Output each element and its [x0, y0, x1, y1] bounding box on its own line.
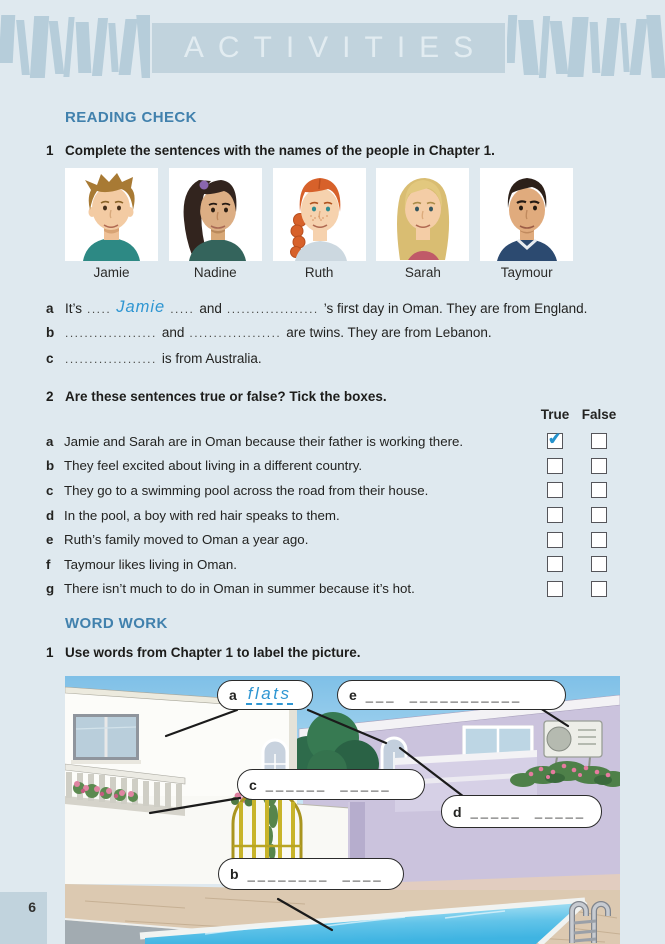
portrait-sarah [376, 168, 469, 261]
blank-dots[interactable]: ................... [65, 352, 157, 366]
page-number: 6 [28, 899, 36, 915]
label-e-letter: e [349, 687, 357, 703]
portraits-row [65, 168, 573, 261]
sentence-a-pre: It’s [65, 301, 83, 316]
exercise1-number: 1 [46, 143, 54, 158]
sentence-c-post: is from Australia. [161, 351, 262, 366]
tick-mark: ✔ [547, 430, 563, 449]
checkbox-false-a[interactable] [591, 433, 607, 449]
portrait-ruth [273, 168, 366, 261]
picture-label-b[interactable] [218, 858, 404, 890]
checkbox-false-g[interactable] [591, 581, 607, 597]
tf-row-f: f Taymour likes living in Oman. [46, 552, 621, 577]
header-band [0, 15, 665, 79]
true-false-rows [46, 429, 621, 601]
checkbox-false-f[interactable] [591, 556, 607, 572]
tf-row-e: e Ruth’s family moved to Oman a year ago. [46, 527, 621, 552]
sentence-b [46, 325, 621, 351]
statement-a: Jamie and Sarah are in Oman because their father is working there. [64, 433, 464, 449]
checkbox-false-b[interactable] [591, 458, 607, 474]
portrait-taymour [480, 168, 573, 261]
checkbox-true-c[interactable] [547, 482, 563, 498]
nadine-illustration [169, 168, 262, 261]
labeling-picture [65, 676, 620, 944]
blank-dots[interactable]: ................... [189, 326, 282, 340]
statement-f: Taymour likes living in Oman. [64, 556, 237, 572]
checkbox-false-c[interactable] [591, 482, 607, 498]
tf-row-c: c They go to a swimming pool across the road from their house. [46, 478, 621, 503]
sentence-a [46, 299, 621, 325]
picture-label-e[interactable] [337, 680, 566, 710]
portrait-nadine [169, 168, 262, 261]
checkbox-false-e[interactable] [591, 532, 607, 548]
tf-row-a: a Jamie and Sarah are in Oman because their father is working there. ✔ [46, 429, 621, 454]
label-a-letter: a [229, 687, 237, 703]
sentence-b-mid: and [161, 325, 185, 340]
label-c-letter: c [249, 776, 257, 793]
activities-title-box [152, 23, 505, 73]
header-stripes-left [0, 15, 150, 79]
word-work-ex1-instruction: Use words from Chapter 1 to label the picture. [65, 645, 361, 660]
checkbox-true-a[interactable] [547, 430, 563, 449]
blank-dots[interactable]: ..... [170, 302, 195, 316]
blank-dots[interactable]: ................... [65, 326, 157, 340]
name-nadine: Nadine [193, 265, 237, 280]
tf-row-d: d In the pool, a boy with red hair speaks to them. [46, 503, 621, 528]
name-taymour: Taymour [500, 265, 553, 280]
blank-dots[interactable]: ................... [226, 302, 319, 316]
word-work-title: WORD WORK [65, 615, 168, 632]
exercise1-sentences [46, 299, 621, 377]
column-true: True [540, 407, 570, 422]
checkbox-false-d[interactable] [591, 507, 607, 523]
name-ruth: Ruth [304, 265, 334, 280]
taymour-illustration [480, 168, 573, 261]
exercise2-number: 2 [46, 389, 54, 404]
true-false-headers [46, 407, 621, 422]
label-c-blank[interactable]: ______ _____ [265, 777, 392, 792]
header-stripes-right [507, 15, 665, 79]
sentence-a-post: ’s first day in Oman. They are from England. [323, 301, 588, 316]
handwritten-answer-flats: flats [247, 684, 292, 704]
portrait-jamie [65, 168, 158, 261]
picture-label-d[interactable] [441, 795, 602, 828]
exercise1-heading [46, 143, 495, 158]
column-false: False [581, 407, 617, 422]
sentence-c-letter: c [46, 351, 54, 366]
page-title: ACTIVITIES [183, 31, 488, 64]
checkbox-true-e[interactable] [547, 532, 563, 548]
tf-row-b: b They feel excited about living in a different country. [46, 454, 621, 479]
sentence-a-mid: and [199, 301, 222, 316]
name-jamie: Jamie [93, 265, 130, 280]
blank-dots[interactable]: ..... [87, 302, 112, 316]
name-sarah: Sarah [404, 265, 441, 280]
reading-check-title: READING CHECK [65, 109, 197, 126]
exercise2-heading [46, 389, 387, 404]
checkbox-true-f[interactable] [547, 556, 563, 572]
sarah-illustration [376, 168, 469, 261]
checkbox-true-b[interactable] [547, 458, 563, 474]
checkbox-true-g[interactable] [547, 581, 563, 597]
label-b-letter: b [230, 866, 239, 882]
statement-d: In the pool, a boy with red hair speaks to them. [64, 507, 340, 523]
statement-g: There isn’t much to do in Oman in summer because it’s hot. [64, 581, 415, 597]
label-e-blank[interactable]: ___ ___________ [365, 687, 523, 703]
word-work-ex1-heading [46, 645, 361, 660]
handwritten-answer-jamie: Jamie [116, 298, 166, 316]
picture-label-a[interactable] [217, 680, 313, 710]
statement-c: They go to a swimming pool across the road from their house. [64, 482, 429, 498]
picture-label-c[interactable] [237, 769, 425, 800]
label-d-blank[interactable]: _____ _____ [470, 804, 587, 819]
exercise2-instruction: Are these sentences true or false? Tick the boxes. [65, 389, 387, 404]
statement-b: They feel excited about living in a different country. [64, 458, 363, 474]
word-work-ex1-number: 1 [46, 645, 54, 660]
sentence-b-post: are twins. They are from Lebanon. [286, 325, 492, 340]
sentence-b-letter: b [46, 325, 55, 340]
label-b-blank[interactable]: ________ ____ [247, 866, 384, 882]
label-d-letter: d [453, 803, 462, 820]
tf-row-g: g There isn’t much to do in Oman in summer because it’s hot. [46, 577, 621, 602]
jamie-illustration [65, 168, 158, 261]
exercise1-instruction: Complete the sentences with the names of the people in Chapter 1. [65, 143, 495, 158]
portrait-names [65, 265, 573, 280]
statement-e: Ruth’s family moved to Oman a year ago. [64, 532, 309, 548]
ruth-illustration [273, 168, 366, 261]
checkbox-true-d[interactable] [547, 507, 563, 523]
sentence-a-letter: a [46, 301, 54, 316]
page-number-tab [0, 892, 47, 944]
sentence-c [46, 351, 621, 377]
